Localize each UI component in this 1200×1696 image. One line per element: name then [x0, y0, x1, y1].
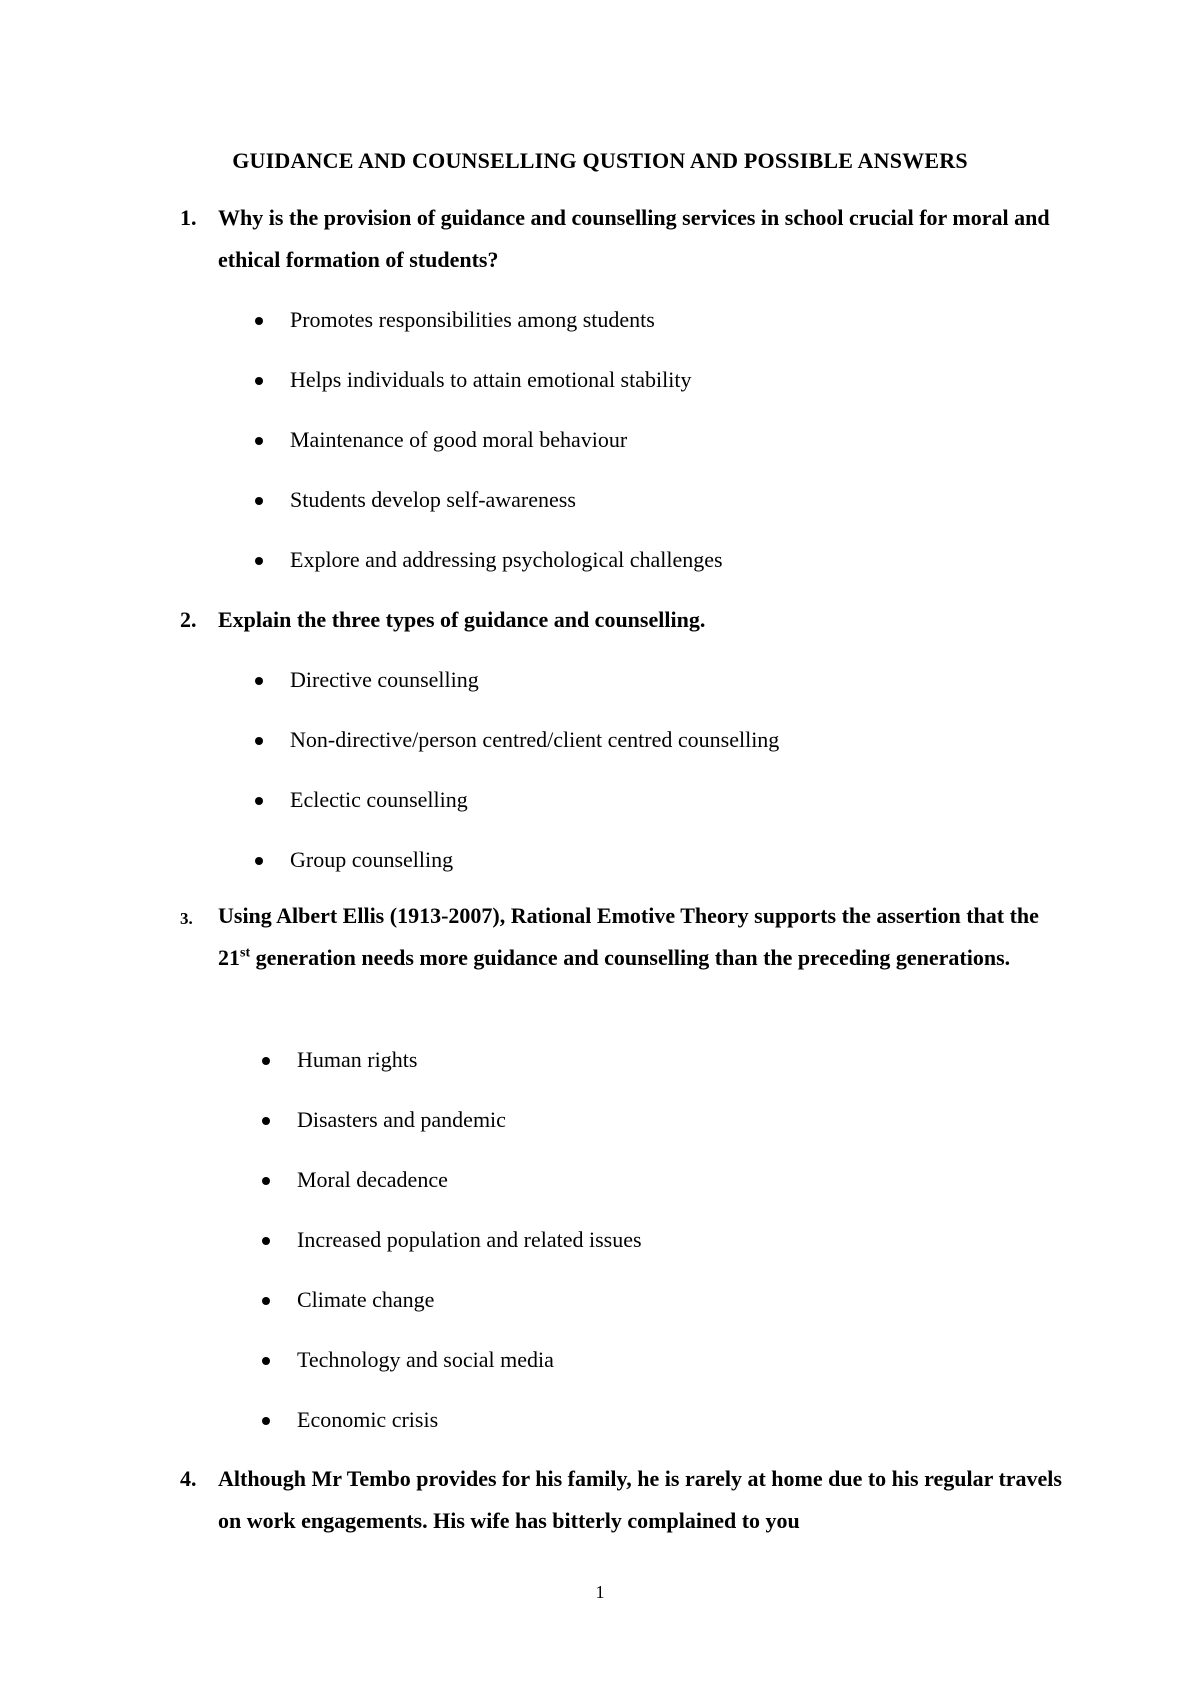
question-number: 3.: [180, 909, 193, 928]
list-item: Explore and addressing psychological challenges: [290, 545, 723, 605]
list-item: Maintenance of good moral behaviour: [290, 425, 723, 485]
answer-list-2: [290, 665, 779, 905]
list-item: Climate change: [297, 1285, 642, 1345]
question-text: Using Albert Ellis (1913-2007), Rational Emotive Theory supports the assertion that the 21st generation needs more guidance and counselling than the preceding generations.: [218, 903, 1039, 970]
list-item: Students develop self-awareness: [290, 485, 723, 545]
question-text: Explain the three types of guidance and counselling.: [218, 607, 706, 632]
bullet-icon: [255, 737, 263, 745]
question-number: 4.: [180, 1466, 197, 1491]
bullet-icon: [255, 557, 263, 565]
question-number: 1.: [180, 205, 197, 230]
bullet-icon: [262, 1117, 270, 1125]
list-item: Group counselling: [290, 845, 779, 905]
bullet-icon: [255, 497, 263, 505]
list-item: Human rights: [297, 1045, 642, 1105]
list-item: Moral decadence: [297, 1165, 642, 1225]
question-number: 2.: [180, 607, 197, 632]
bullet-icon: [255, 677, 263, 685]
list-item: Economic crisis: [297, 1405, 642, 1465]
bullet-icon: [255, 857, 263, 865]
bullet-icon: [262, 1237, 270, 1245]
bullet-icon: [255, 377, 263, 385]
bullet-icon: [262, 1297, 270, 1305]
list-item: Eclectic counselling: [290, 785, 779, 845]
question-text: Why is the provision of guidance and counselling services in school crucial for moral and ethical formation of students?: [218, 205, 1050, 272]
answer-list-3: [297, 1045, 642, 1465]
bullet-icon: [255, 797, 263, 805]
bullet-icon: [255, 437, 263, 445]
list-item: Disasters and pandemic: [297, 1105, 642, 1165]
bullet-icon: [262, 1057, 270, 1065]
superscript: st: [240, 945, 251, 961]
list-item: Technology and social media: [297, 1345, 642, 1405]
list-item: Directive counselling: [290, 665, 779, 725]
bullet-icon: [262, 1417, 270, 1425]
list-item: Helps individuals to attain emotional stability: [290, 365, 723, 425]
bullet-icon: [262, 1357, 270, 1365]
bullet-icon: [255, 317, 263, 325]
bullet-icon: [262, 1177, 270, 1185]
list-item: Increased population and related issues: [297, 1225, 642, 1285]
list-item: Promotes responsibilities among students: [290, 305, 723, 365]
list-item: Non-directive/person centred/client centred counselling: [290, 725, 779, 785]
question-text: Although Mr Tembo provides for his family, he is rarely at home due to his regular travels on work engagements. His wife has bitterly complained to you: [218, 1466, 1062, 1533]
page-number: 1: [595, 1582, 605, 1602]
answer-list-1: [290, 305, 723, 605]
document-title: GUIDANCE AND COUNSELLING QUSTION AND POSSIBLE ANSWERS: [232, 148, 968, 173]
